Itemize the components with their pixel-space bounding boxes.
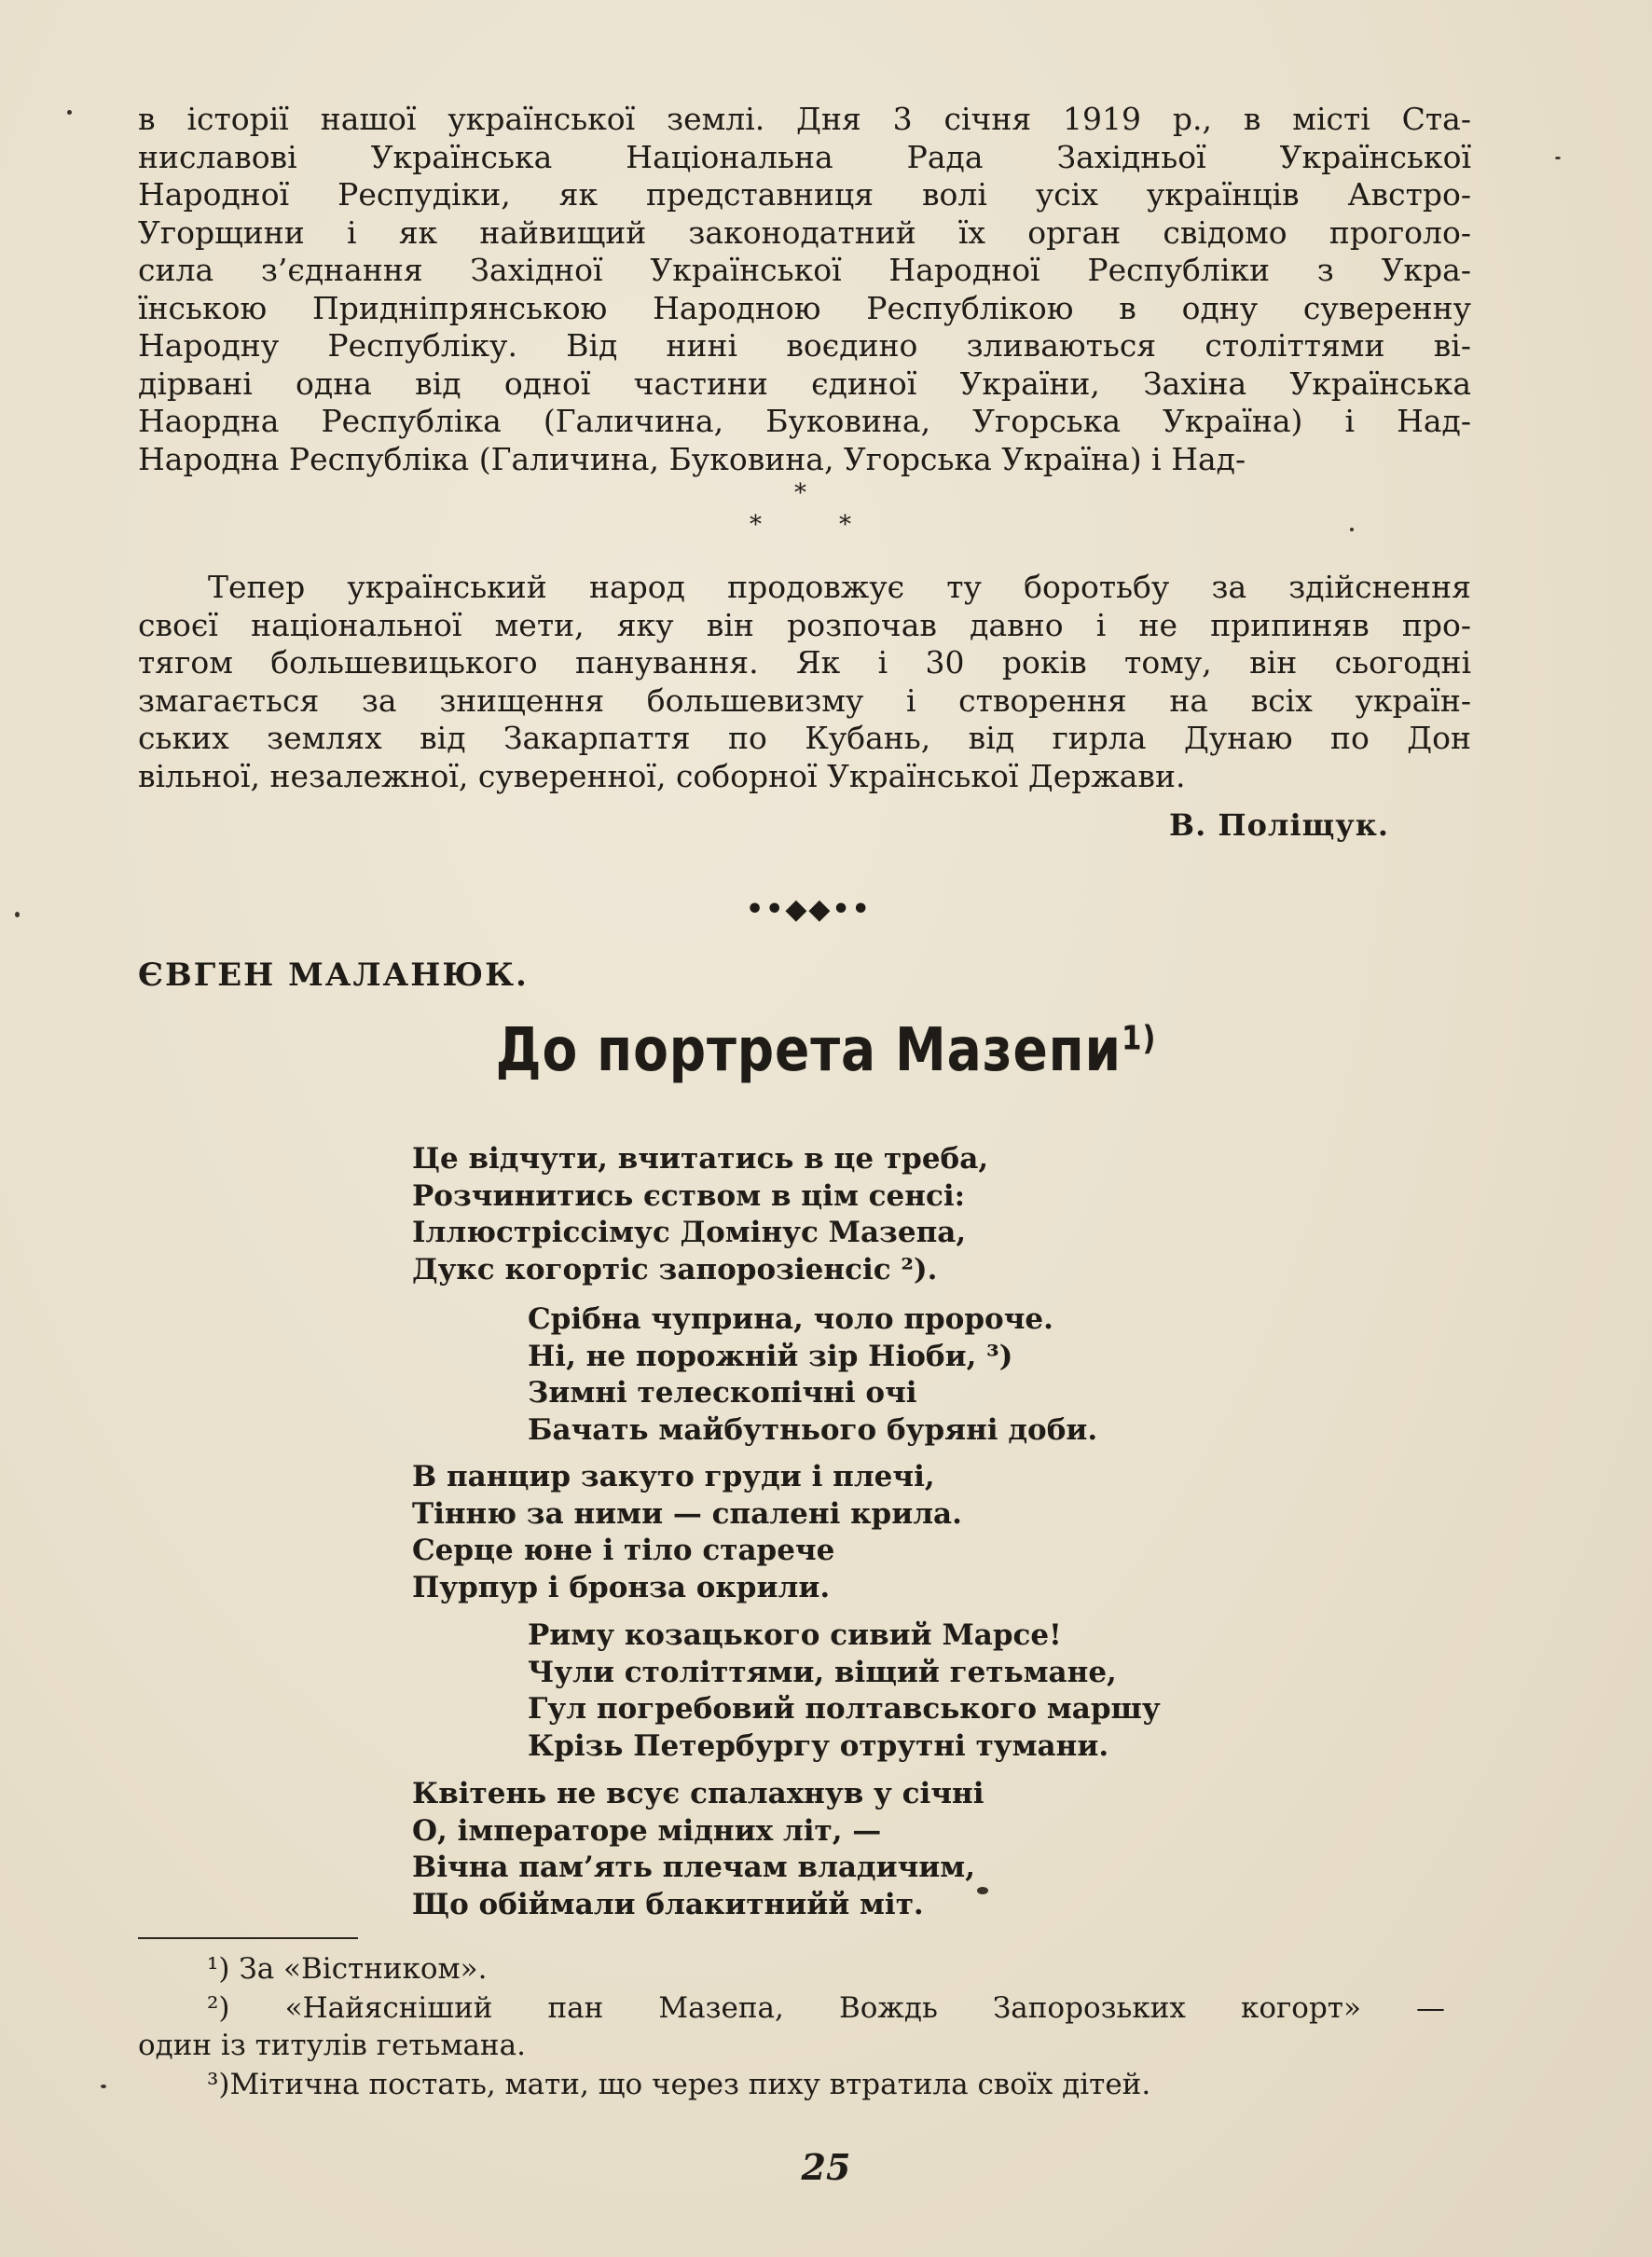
poem-stanza	[528, 1301, 1097, 1449]
intro-paragraph	[138, 101, 1471, 478]
poem-author: ЄВГЕН МАЛАНЮК.	[138, 956, 529, 994]
poem-stanza	[528, 1617, 1161, 1765]
ornament-divider: ••◆◆••	[746, 893, 872, 926]
text-line: в історії нашої української землі. Дня 3 січня 1919 р., в місті Ста-	[138, 101, 1471, 137]
verse-line: Тінню за ними — спалені крила.	[412, 1496, 962, 1531]
article-signature: В. Поліщук.	[1169, 807, 1389, 843]
paper-speck	[15, 912, 20, 917]
verse-line: Крізь Петербургу отрутні тумани.	[528, 1728, 1109, 1763]
footnote-2	[138, 1989, 1445, 2064]
verse-line: Чули століттями, віщий гетьмане,	[528, 1655, 1117, 1689]
body-paragraph	[138, 569, 1471, 795]
footnote-1: ¹) За «Вістником».	[207, 1952, 488, 1986]
verse-line: Пурпур і бронза окрили.	[412, 1570, 831, 1604]
verse-line: В панцир закуто груди і плечі,	[412, 1460, 935, 1493]
text-line: Тепер український народ продовжує ту боротьбу за здійснення	[208, 569, 1471, 605]
footnote-line: ²) «Найясніший пан Мазепа, Вождь Запорозьких когорт» —	[207, 1991, 1445, 2025]
poem-title	[116, 1016, 1536, 1085]
text-line: сила з’єднання Західної Української Народної Республіки з Укра-	[138, 252, 1471, 288]
paper-speck	[1350, 528, 1354, 531]
text-line: дірвані одна від одної частини єдиної України, Захіна Українська	[138, 365, 1471, 402]
footnote-3: ³)Мітична постать, мати, що через пиху втратила своїх дітей.	[207, 2068, 1151, 2101]
text-line: ниславові Українська Національна Рада Західньої Української	[138, 138, 1471, 175]
verse-line: Серце юне і тіло старече	[412, 1534, 835, 1567]
section-separator	[709, 474, 895, 539]
verse-line: Це відчути, вчитатись в це треба,	[412, 1142, 989, 1176]
verse-line: Бачать майбутнього буряні доби.	[528, 1412, 1098, 1447]
text-line: Народна Республіка (Галичина, Буковина, Угорська Україна) і Над-	[138, 440, 1246, 477]
verse-line: О, імператоре мідних літ, —	[412, 1813, 882, 1848]
paper-speck	[1555, 157, 1561, 159]
verse-line: Вічна пам’ять плечам владичим,	[412, 1851, 975, 1884]
page-number: 25	[801, 2146, 851, 2188]
text-line: Угорщини і як найвищий законодатний їх орган свідомо проголо-	[138, 213, 1471, 251]
footnote-line: один із титулів гетьмана.	[138, 2029, 526, 2062]
text-line: їнською Придніпрянською Народною Республікою в одну суверенну	[138, 289, 1471, 326]
verse-line: Гул погребовий полтавського маршу	[528, 1692, 1161, 1726]
text-line: тягом большевицького панування. Як і 30 років тому, він сьогодні	[138, 644, 1471, 681]
footnote-rule	[138, 1937, 358, 1939]
verse-line: Іллюстріссімус Домінус Мазепа,	[412, 1216, 967, 1249]
paper-speck	[67, 110, 72, 115]
verse-line: Що обіймали блакитнийй міт.	[412, 1887, 924, 1921]
poem-stanza	[412, 1776, 984, 1923]
asterisk: *	[794, 479, 806, 507]
poem-stanza	[412, 1459, 962, 1606]
poem-title-text: До портрета Мазепи	[495, 1016, 1122, 1085]
paper-speck	[101, 2085, 106, 2088]
verse-line: Дукс когортіс запорозіенсіс ²).	[412, 1252, 938, 1287]
verse-line: Риму козацького сивий Марсе!	[528, 1618, 1062, 1652]
paper-speck	[977, 1887, 988, 1894]
text-line: змагається за знищення большевизму і створення на всіх україн-	[138, 681, 1471, 719]
poem-stanza	[412, 1141, 988, 1288]
asterisk: *	[750, 511, 762, 539]
verse-line: Зимні телескопічні очі	[528, 1376, 917, 1410]
asterisk: *	[839, 511, 851, 539]
text-line: своєї національної мети, яку він розпочав давно і не припиняв про-	[138, 606, 1471, 643]
verse-line: Квітень не всує спалахнув у січні	[412, 1777, 984, 1810]
verse-line: Розчинитись єством в цім сенсі:	[412, 1178, 966, 1213]
verse-line: Ні, не порожній зір Ніоби, ³)	[528, 1339, 1013, 1373]
text-line: Народну Республіку. Від нині воєдино зливаються століттями ві-	[138, 327, 1471, 364]
title-footnote-marker: 1)	[1121, 1019, 1157, 1058]
text-line: вільної, незалежної, суверенної, соборної Української Держави.	[138, 757, 1186, 794]
text-line: ських землях від Закарпаття по Кубань, від гирла Дунаю по Дон	[138, 720, 1471, 756]
text-line: Наордна Республіка (Галичина, Буковина, Угорська Україна) і Над-	[138, 403, 1471, 439]
verse-line: Срібна чуприна, чоло пророче.	[528, 1302, 1053, 1336]
text-line: Народної Респудіки, як представниця волі усіх українців Австро-	[138, 176, 1471, 213]
